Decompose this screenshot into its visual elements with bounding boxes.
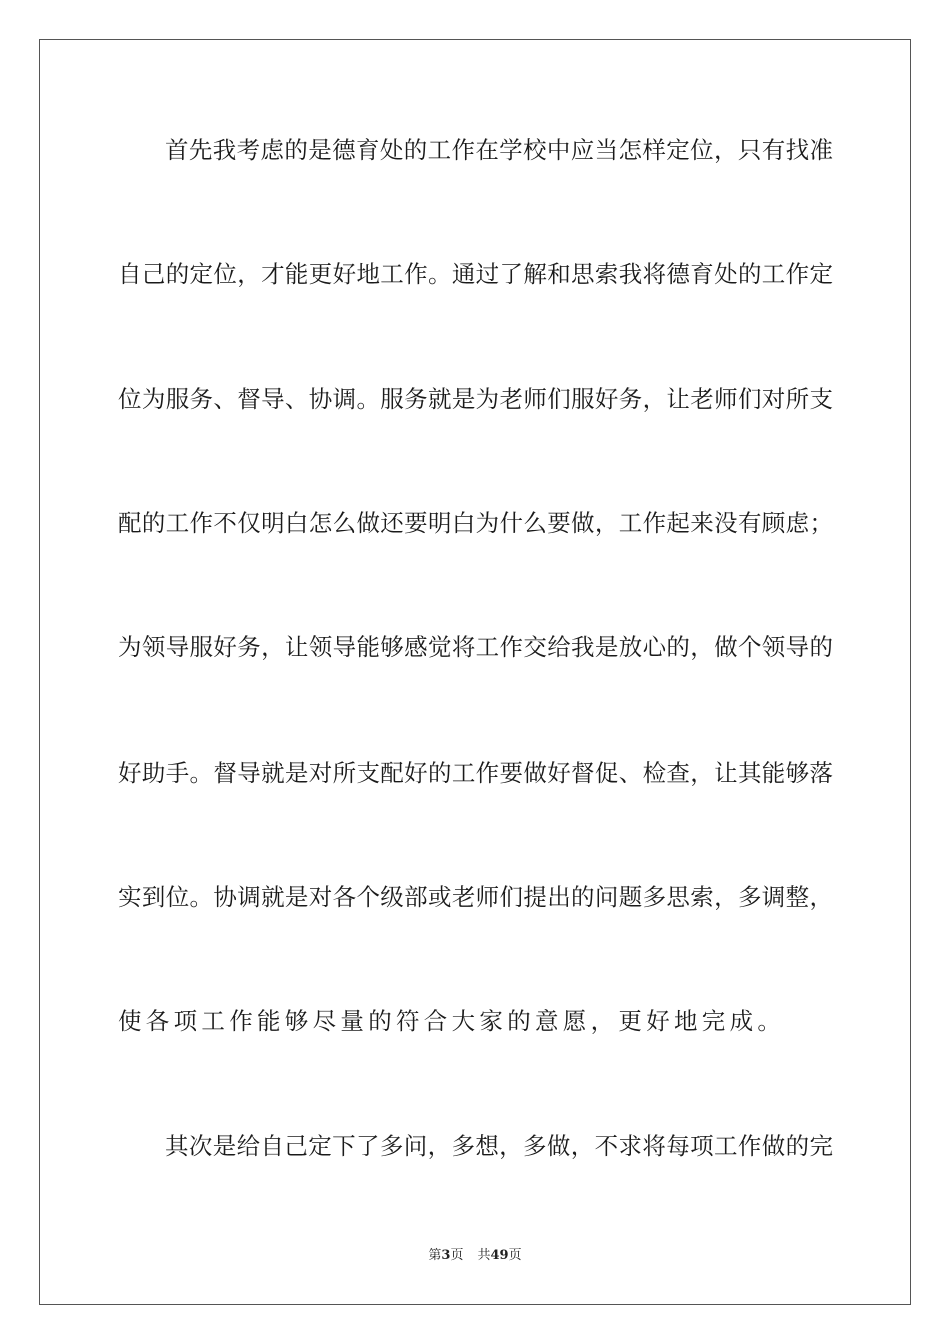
paragraph-1-line-7: 实到位。协调就是对各个级部或老师们提出的问题多思索，多调整， (118, 883, 833, 911)
total-pages: 49 (490, 1248, 509, 1263)
page-number: 3 (441, 1248, 451, 1263)
paragraph-1-line-2: 自己的定位，才能更好地工作。通过了解和思索我将德育处的工作定 (118, 260, 833, 288)
paragraph-1-line-5: 为领导服好务，让领导能够感觉将工作交给我是放心的，做个领导的 (118, 633, 833, 661)
paragraph-1-line-8: 使各项工作能够尽量的符合大家的意愿，更好地完成。 (118, 1007, 786, 1035)
paragraph-2-line-1: 其次是给自己定下了多问，多想，多做，不求将每项工作做的完 (165, 1132, 833, 1160)
paragraph-1-line-3: 位为服务、督导、协调。服务就是为老师们服好务，让老师们对所支 (118, 385, 833, 413)
paragraph-1-line-6: 好助手。督导就是对所支配好的工作要做好督促、检查，让其能够落 (118, 759, 833, 787)
paragraph-1-line-4: 配的工作不仅明白怎么做还要明白为什么要做，工作起来没有顾虑； (118, 509, 833, 537)
page-border (39, 39, 911, 1305)
page-prefix: 第 (428, 1248, 442, 1263)
total-suffix: 页 (508, 1248, 522, 1263)
total-prefix: 共 (477, 1248, 491, 1263)
page-suffix: 页 (450, 1248, 464, 1263)
paragraph-1-line-1: 首先我考虑的是德育处的工作在学校中应当怎样定位，只有找准 (165, 136, 833, 164)
page-footer (0, 1247, 950, 1265)
